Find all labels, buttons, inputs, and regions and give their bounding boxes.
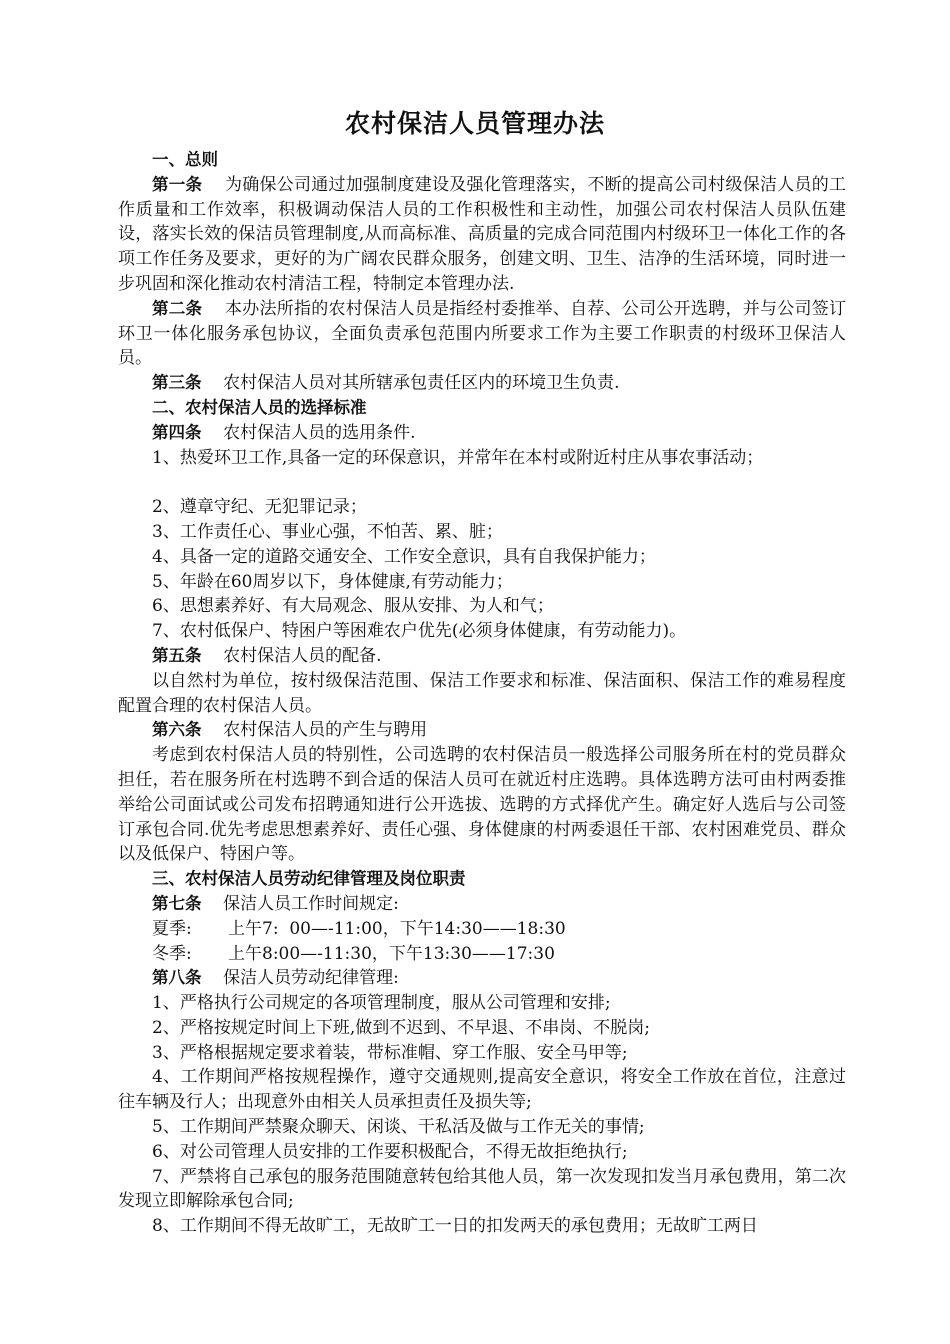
document-title: 农村保洁人员管理办法 — [344, 109, 605, 138]
list-item: 7、农村低保户、特困户等困难农户优先(必须身体健康，有劳动能力)。 — [152, 621, 687, 642]
article-text: 农村保洁人员的产生与聘用 — [223, 720, 428, 741]
list-item: 1、严格执行公司规定的各项管理制度，服从公司管理和安排; — [152, 993, 611, 1014]
article-7 — [118, 892, 846, 917]
article-label: 第八条 — [152, 968, 202, 988]
list-item: 6、思想素养好、有大局观念、服从安排、为人和气； — [152, 596, 554, 617]
article-text: 本办法所指的农村保洁人员是指经村委推举、自荐、公司公开选聘，并与公司签订环卫一体化服务承包协议，全面负责承包范围内所要求工作为主要工作职责的村级环卫保洁人员。 — [118, 298, 846, 369]
schedule-time: 上午7: 00—-11:00，下午14:30——18:30 — [228, 918, 566, 939]
article-2 — [118, 297, 846, 371]
article-6 — [118, 718, 846, 743]
article-text: 农村保洁人员的配备. — [223, 645, 382, 666]
list-item: 2、严格按规定时间上下班,做到不迟到、不早退、不串岗、不脱岗; — [152, 1017, 650, 1038]
blank-line — [118, 470, 846, 495]
article-text: 农村保洁人员的选用条件. — [223, 422, 416, 443]
article-label: 第七条 — [152, 893, 202, 913]
article-4 — [118, 421, 846, 446]
list-item: 1、热爱环卫工作,具备一定的环保意识，并常年在本村或附近村庄从事农事活动； — [152, 447, 764, 468]
article-text: 农村保洁人员对其所辖承包责任区内的环境卫生负责. — [223, 373, 620, 394]
article-text: 保洁人员工作时间规定: — [223, 893, 399, 914]
schedule-time: 上午8:00—-11:30，下午13:30——17:30 — [228, 943, 555, 964]
article-5-body: 以自然村为单位，按村级保洁范围、保洁工作要求和标准、保洁面积、保洁工作的难易程度配置合理的农村保洁人员。 — [118, 670, 846, 716]
section-heading-3: 三、农村保洁人员劳动纪律管理及岗位职责 — [152, 869, 466, 889]
list-item: 4、具备一定的道路交通安全、工作安全意识，具有自我保护能力； — [152, 546, 656, 567]
article-label: 第四条 — [152, 422, 202, 442]
schedule-summer — [118, 917, 846, 942]
article-8 — [118, 966, 846, 991]
schedule-winter — [118, 942, 846, 967]
list-item: 8、工作期间不得无故旷工，无故旷工一日的扣发两天的承包费用；无故旷工两日 — [152, 1216, 758, 1237]
article-label: 第一条 — [152, 174, 203, 194]
article-label: 第二条 — [152, 298, 203, 318]
article-6-body: 考虑到农村保洁人员的特别性，公司选聘的农村保洁员一般选择公司服务所在村的党员群众担任，若在服务所在村选聘不到合适的保洁人员可在就近村庄选聘。具体选聘方法可由村两委推举给公司面试或公司发布招聘通知进行公开选拔、选聘的方式择优产生。确定好人选后与公司签订承包合同.优先考虑思想素养好、责任心强、身体健康的村两委退任干部、农村困难党员、群众以及低保户、特困户等。 — [118, 745, 846, 865]
article-3 — [118, 371, 846, 396]
article-text: 为确保公司通过加强制度建设及强化管理落实，不断的提高公司村级保洁人员的工作质量和工作效率，积极调动保洁人员的工作积极性和主动性，加强公司农村保洁人员队伍建设，落实长效的保洁员管理制度,从而高标准、高质量的完成合同范围内村级环卫一体化工作的各项工作任务及要求，更好的为广阔农民群众服务，创建文明、卫生、洁净的生活环境，同时进一步巩固和深化推动农村清洁工程，特制定本管理办法. — [118, 174, 846, 294]
article-label: 第五条 — [152, 645, 202, 665]
list-item: 5、年龄在60周岁以下，身体健康,有劳动能力； — [152, 571, 513, 592]
section-heading-2: 二、农村保洁人员的选择标准 — [152, 397, 367, 417]
list-item: 3、严格根据规定要求着装，带标准帽、穿工作服、安全马甲等; — [152, 1042, 628, 1063]
list-item: 4、工作期间严格按规程操作，遵守交通规则,提高安全意识，将安全工作放在首位，注意过往车辆及行人；出现意外由相关人员承担责任及损失等; — [118, 1067, 846, 1113]
list-item: 3、工作责任心、事业心强，不怕苦、累、脏； — [152, 521, 503, 542]
list-item: 6、对公司管理人员安排的工作要积极配合，不得无故拒绝执行; — [152, 1141, 628, 1162]
article-1 — [118, 173, 846, 297]
section-heading-1: 一、总则 — [152, 150, 218, 169]
schedule-label: 冬季: — [152, 943, 192, 964]
article-text: 保洁人员劳动纪律管理: — [223, 968, 399, 989]
list-item: 2、遵章守纪、无犯罪记录； — [152, 497, 367, 518]
schedule-label: 夏季: — [152, 918, 192, 939]
article-label: 第六条 — [152, 720, 202, 740]
document-body — [118, 148, 846, 1239]
article-label: 第三条 — [152, 373, 202, 393]
list-item: 5、工作期间严禁聚众聊天、闲谈、干私活及做与工作无关的事情; — [152, 1117, 645, 1138]
list-item: 7、严禁将自己承包的服务范围随意转包给其他人员，第一次发现扣发当月承包费用，第二次发现立即解除承包合同; — [118, 1166, 846, 1212]
article-5 — [118, 644, 846, 669]
